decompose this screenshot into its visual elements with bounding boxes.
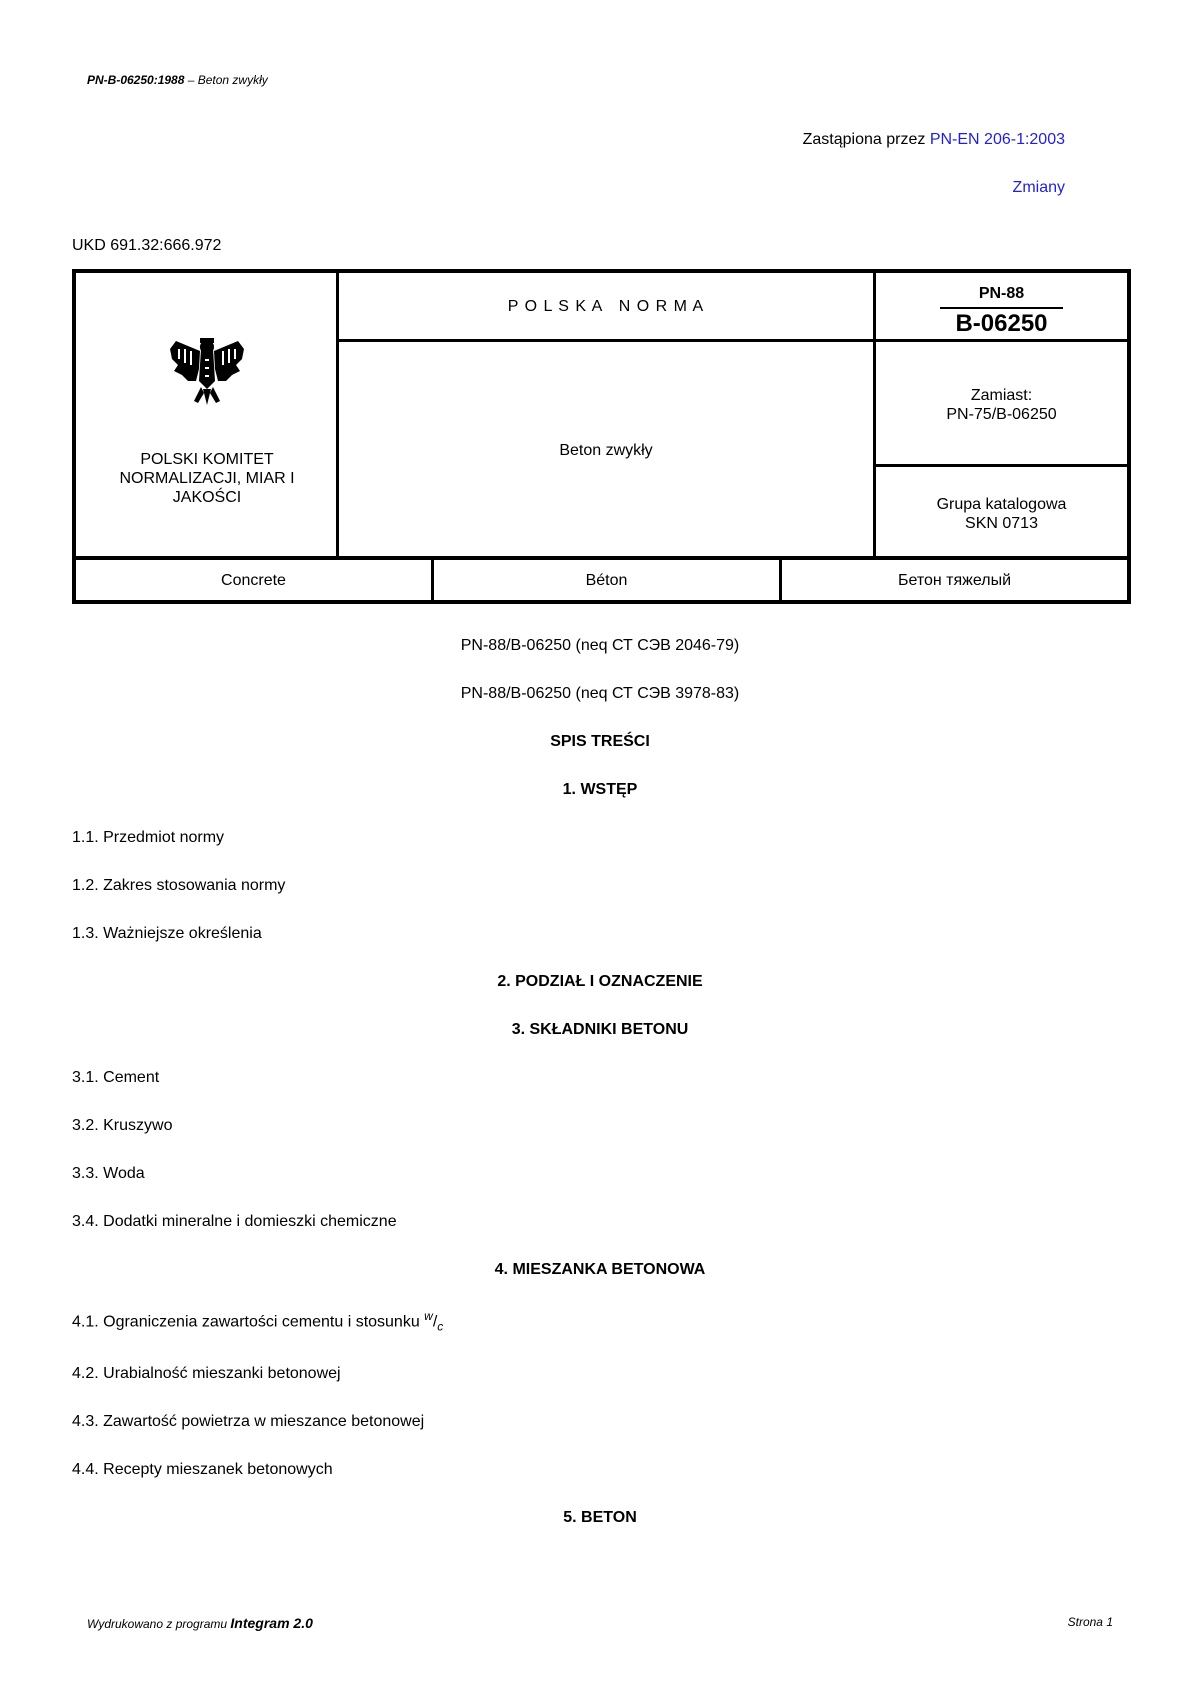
footer-page: Strona 1 <box>1067 1615 1113 1629</box>
group-label: Grupa katalogowa <box>936 496 1067 513</box>
toc-item-4-1[interactable] <box>72 1309 443 1334</box>
toc-item-1-3[interactable]: 1.3. Ważniejsze określenia <box>72 925 262 942</box>
toc-item-3-2[interactable]: 3.2. Kruszywo <box>72 1117 173 1134</box>
header-separator: – <box>184 73 198 87</box>
toc-item-4-4[interactable]: 4.4. Recepty mieszanek betonowych <box>72 1461 333 1478</box>
replacement-link[interactable]: PN-EN 206-1:2003 <box>929 131 1065 148</box>
replacement-label: Zastąpiona przez <box>802 131 930 148</box>
footer-program: Integram 2.0 <box>230 1615 313 1631</box>
toc-section-4[interactable]: 4. MIESZANKA BETONOWA <box>494 1261 706 1278</box>
toc-item-3-1[interactable]: 3.1. Cement <box>72 1069 160 1086</box>
header-title: Beton zwykły <box>197 73 268 87</box>
changes-link[interactable]: Zmiany <box>1012 179 1065 196</box>
polska-norma-label: P O L S K A N O R M A <box>507 298 705 315</box>
footer-printed <box>87 1615 313 1631</box>
toc-item-1-1[interactable]: 1.1. Przedmiot normy <box>72 829 225 846</box>
changes-note <box>1013 179 1065 197</box>
toc-section-3[interactable]: 3. SKŁADNIKI BETONU <box>511 1021 689 1038</box>
org-name: POLSKI KOMITET NORMALIZACJI, MIAR I JAKOŚCI <box>119 451 295 506</box>
wc-ratio-slash: / <box>432 1313 438 1331</box>
header-code: PN-B-06250:1988 <box>87 73 185 87</box>
polish-eagle-emblem <box>168 335 246 411</box>
toc-title: SPIS TREŚCI <box>550 733 650 750</box>
footer-printed-label: Wydrukowano z programu <box>87 1617 231 1631</box>
reference-1: PN-88/B-06250 (neq СТ СЭВ 2046-79) <box>460 637 740 654</box>
document-header <box>87 73 268 87</box>
pn-underline <box>940 307 1063 309</box>
norm-number: B-06250 <box>955 310 1048 337</box>
toc-item-3-4[interactable]: 3.4. Dodatki mineralne i domieszki chemiczne <box>72 1213 397 1230</box>
toc-section-5[interactable]: 5. BETON <box>563 1509 637 1526</box>
translation-fr: Béton <box>585 572 628 589</box>
translation-en: Concrete <box>221 572 286 589</box>
toc-section-1[interactable]: 1. WSTĘP <box>562 781 638 798</box>
toc-section-2[interactable]: 2. PODZIAŁ I OZNACZENIE <box>497 973 703 990</box>
norm-title: Beton zwykły <box>559 442 653 459</box>
norm-title-card <box>72 269 1131 604</box>
ukd-code: UKD 691.32:666.972 <box>72 237 222 254</box>
toc-item-3-3[interactable]: 3.3. Woda <box>72 1165 145 1182</box>
wc-ratio-w: w <box>424 1309 433 1323</box>
toc-item-4-2[interactable]: 4.2. Urabialność mieszanki betonowej <box>72 1365 341 1382</box>
toc-item-1-2[interactable]: 1.2. Zakres stosowania normy <box>72 877 286 894</box>
instead-label: Zamiast: <box>970 387 1033 404</box>
pn-year: PN-88 <box>978 285 1025 302</box>
toc-item-4-1-text: 4.1. Ograniczenia zawartości cementu i stosunku <box>72 1313 425 1331</box>
replacement-note <box>803 131 1065 149</box>
instead-value: PN-75/B-06250 <box>946 406 1057 423</box>
wc-ratio-c: c <box>437 1319 444 1334</box>
group-value: SKN 0713 <box>965 515 1038 532</box>
reference-2: PN-88/B-06250 (neq СТ СЭВ 3978-83) <box>460 685 740 702</box>
translation-ru: Бетон тяжелый <box>897 572 1012 589</box>
toc-item-4-3[interactable]: 4.3. Zawartość powietrza w mieszance betonowej <box>72 1413 425 1430</box>
